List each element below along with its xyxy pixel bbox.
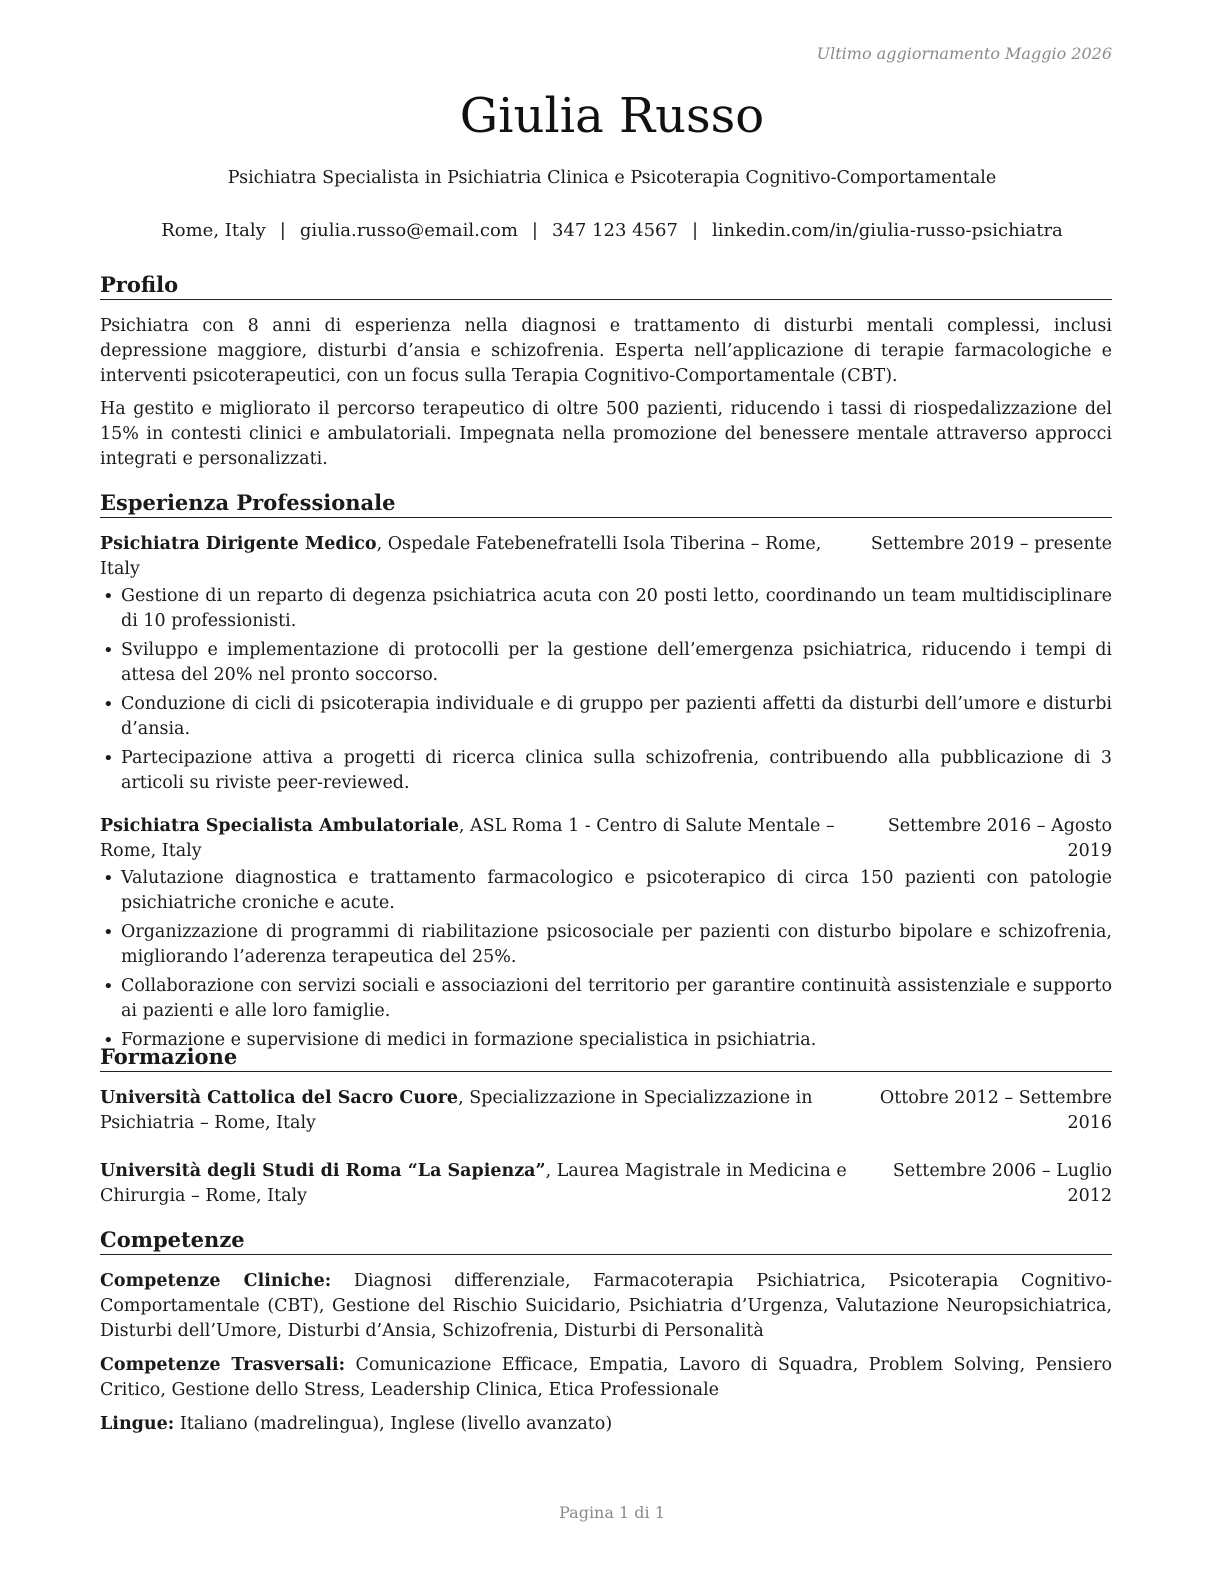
education-dates: Settembre 2006 – Luglio 2012 — [892, 1161, 1112, 1206]
profile-paragraph: Psichiatra con 8 anni di esperienza nella diagnosi e trattamento di disturbi mentali complessi, inclusi depressione maggiore, disturbi d’ansia e schizofrenia. Esperta nell’applicazione di terapie farmacologiche e interventi psicoterapeutici, con un focus sulla Terapia Cognitivo-Comportamentale (CBT). — [100, 316, 1112, 386]
section-title: Competenze — [100, 1227, 1112, 1255]
job-header — [100, 532, 1112, 582]
job-dates: Settembre 2019 – presente — [870, 534, 1112, 554]
education-entry — [100, 1086, 1112, 1136]
list-item: • Conduzione di cicli di psicoterapia individuale e di gruppo per pazienti affetti da disturbi dell’umore e disturbi d’ansia. — [100, 692, 1112, 742]
skill-group — [100, 1412, 1112, 1437]
contact-location: Rome, Italy — [161, 220, 266, 241]
contact-separator: | — [691, 220, 699, 241]
list-item: • Collaborazione con servizi sociali e associazioni del territorio per garantire continuità assistenziale e supporto ai pazienti e alle loro famiglie. — [100, 974, 1112, 1024]
contact-separator: | — [531, 220, 538, 241]
section-title: Profilo — [100, 272, 1112, 300]
profile-section — [100, 272, 1112, 480]
skill-group — [100, 1269, 1112, 1344]
job-role: Psichiatra Specialista Ambulatoriale — [100, 816, 459, 836]
job-entry — [100, 814, 1112, 1053]
education-school: Università degli Studi di Roma “La Sapienza” — [100, 1161, 546, 1181]
page-number: Pagina 1 di 1 — [559, 1503, 665, 1522]
education-entry — [100, 1159, 1112, 1209]
job-organization: , Ospedale Fatebenefratelli Isola Tiberina – Rome, Italy — [100, 534, 822, 579]
experience-section — [100, 490, 1112, 1057]
skill-label: Competenze Trasversali: — [100, 1355, 346, 1375]
education-degree: , Laurea Magistrale in Medicina e Chirurgia – Rome, Italy — [100, 1161, 847, 1206]
profile-paragraph: Ha gestito e migliorato il percorso terapeutico di oltre 500 pazienti, riducendo i tassi di riospedalizzazione del 15% in contesti clinici e ambulatoriali. Impegnata nella promozione del benessere mentale attraverso approcci integrati e personalizzati. — [100, 399, 1112, 469]
education-dates: Ottobre 2012 – Settembre 2016 — [879, 1088, 1112, 1133]
job-bullets — [100, 584, 1112, 796]
contact-phone: 347 123 4567 — [551, 220, 678, 241]
skill-label: Lingue: — [100, 1414, 175, 1434]
skill-text: Italiano (madrelingua), Inglese (livello avanzato) — [179, 1414, 613, 1434]
job-dates: Settembre 2016 – Agosto 2019 — [887, 816, 1112, 861]
contact-separator: | — [279, 220, 286, 241]
contact-linkedin[interactable]: linkedin.com/in/giulia-russo-psichiatra — [712, 220, 1063, 241]
skills-section — [100, 1227, 1112, 1446]
education-section — [100, 1044, 1112, 1209]
candidate-subtitle: Psichiatra Specialista in Psichiatria Clinica e Psicoterapia Cognitivo-Comportamentale — [227, 168, 997, 188]
job-organization: , ASL Roma 1 - Centro di Salute Mentale – Rome, Italy — [100, 816, 835, 861]
section-title: Esperienza Professionale — [100, 490, 1112, 518]
list-item: • Sviluppo e implementazione di protocolli per la gestione dell’emergenza psichiatrica, riducendo i tempi di attesa del 20% nel pronto soccorso. — [100, 638, 1112, 688]
last-updated: Ultimo aggiornamento Maggio 2026 — [816, 44, 1112, 63]
contact-line — [0, 220, 1224, 241]
list-item: • Gestione di un reparto di degenza psichiatrica acuta con 20 posti letto, coordinando un team multidisciplinare di 10 professionisti. — [100, 584, 1112, 634]
candidate-name: Giulia Russo — [459, 88, 765, 144]
job-bullets — [100, 866, 1112, 1053]
list-item: • Organizzazione di programmi di riabilitazione psicosociale per pazienti con disturbo bipolare e schizofrenia, migliorando l’aderenza terapeutica del 25%. — [100, 920, 1112, 970]
job-header — [100, 814, 1112, 864]
job-entry — [100, 532, 1112, 796]
skill-label: Competenze Cliniche: — [100, 1271, 332, 1291]
list-item: • Partecipazione attiva a progetti di ricerca clinica sulla schizofrenia, contribuendo alla pubblicazione di 3 articoli su riviste peer-reviewed. — [100, 746, 1112, 796]
list-item: • Valutazione diagnostica e trattamento farmacologico e psicoterapico di circa 150 pazienti con patologie psichiatriche croniche e acute. — [100, 866, 1112, 916]
education-school: Università Cattolica del Sacro Cuore — [100, 1088, 459, 1108]
skill-text: Comunicazione Efficace, Empatia, Lavoro di Squadra, Problem Solving, Pensiero Critico, Gestione dello Stress, Leadership Clinica, Etica Professionale — [100, 1355, 1112, 1400]
list-item: • Formazione e supervisione di medici in formazione specialistica in psichiatria. — [100, 1028, 1112, 1053]
section-title: Formazione — [100, 1044, 1112, 1072]
skill-group — [100, 1353, 1112, 1403]
skill-text: Diagnosi differenziale, Farmacoterapia Psichiatrica, Psicoterapia Cognitivo-Comportamentale (CBT), Gestione del Rischio Suicidario, Psichiatria d’Urgenza, Valutazione Neuropsichiatrica, Disturbi dell’Umore, Disturbi d’Ansia, Schizofrenia, Disturbi di Personalità — [100, 1271, 1112, 1341]
job-role: Psichiatra Dirigente Medico — [100, 534, 377, 554]
contact-email[interactable]: giulia.russo@email.com — [299, 220, 518, 241]
education-degree: , Specializzazione in Specializzazione in Psichiatria – Rome, Italy — [100, 1088, 813, 1133]
